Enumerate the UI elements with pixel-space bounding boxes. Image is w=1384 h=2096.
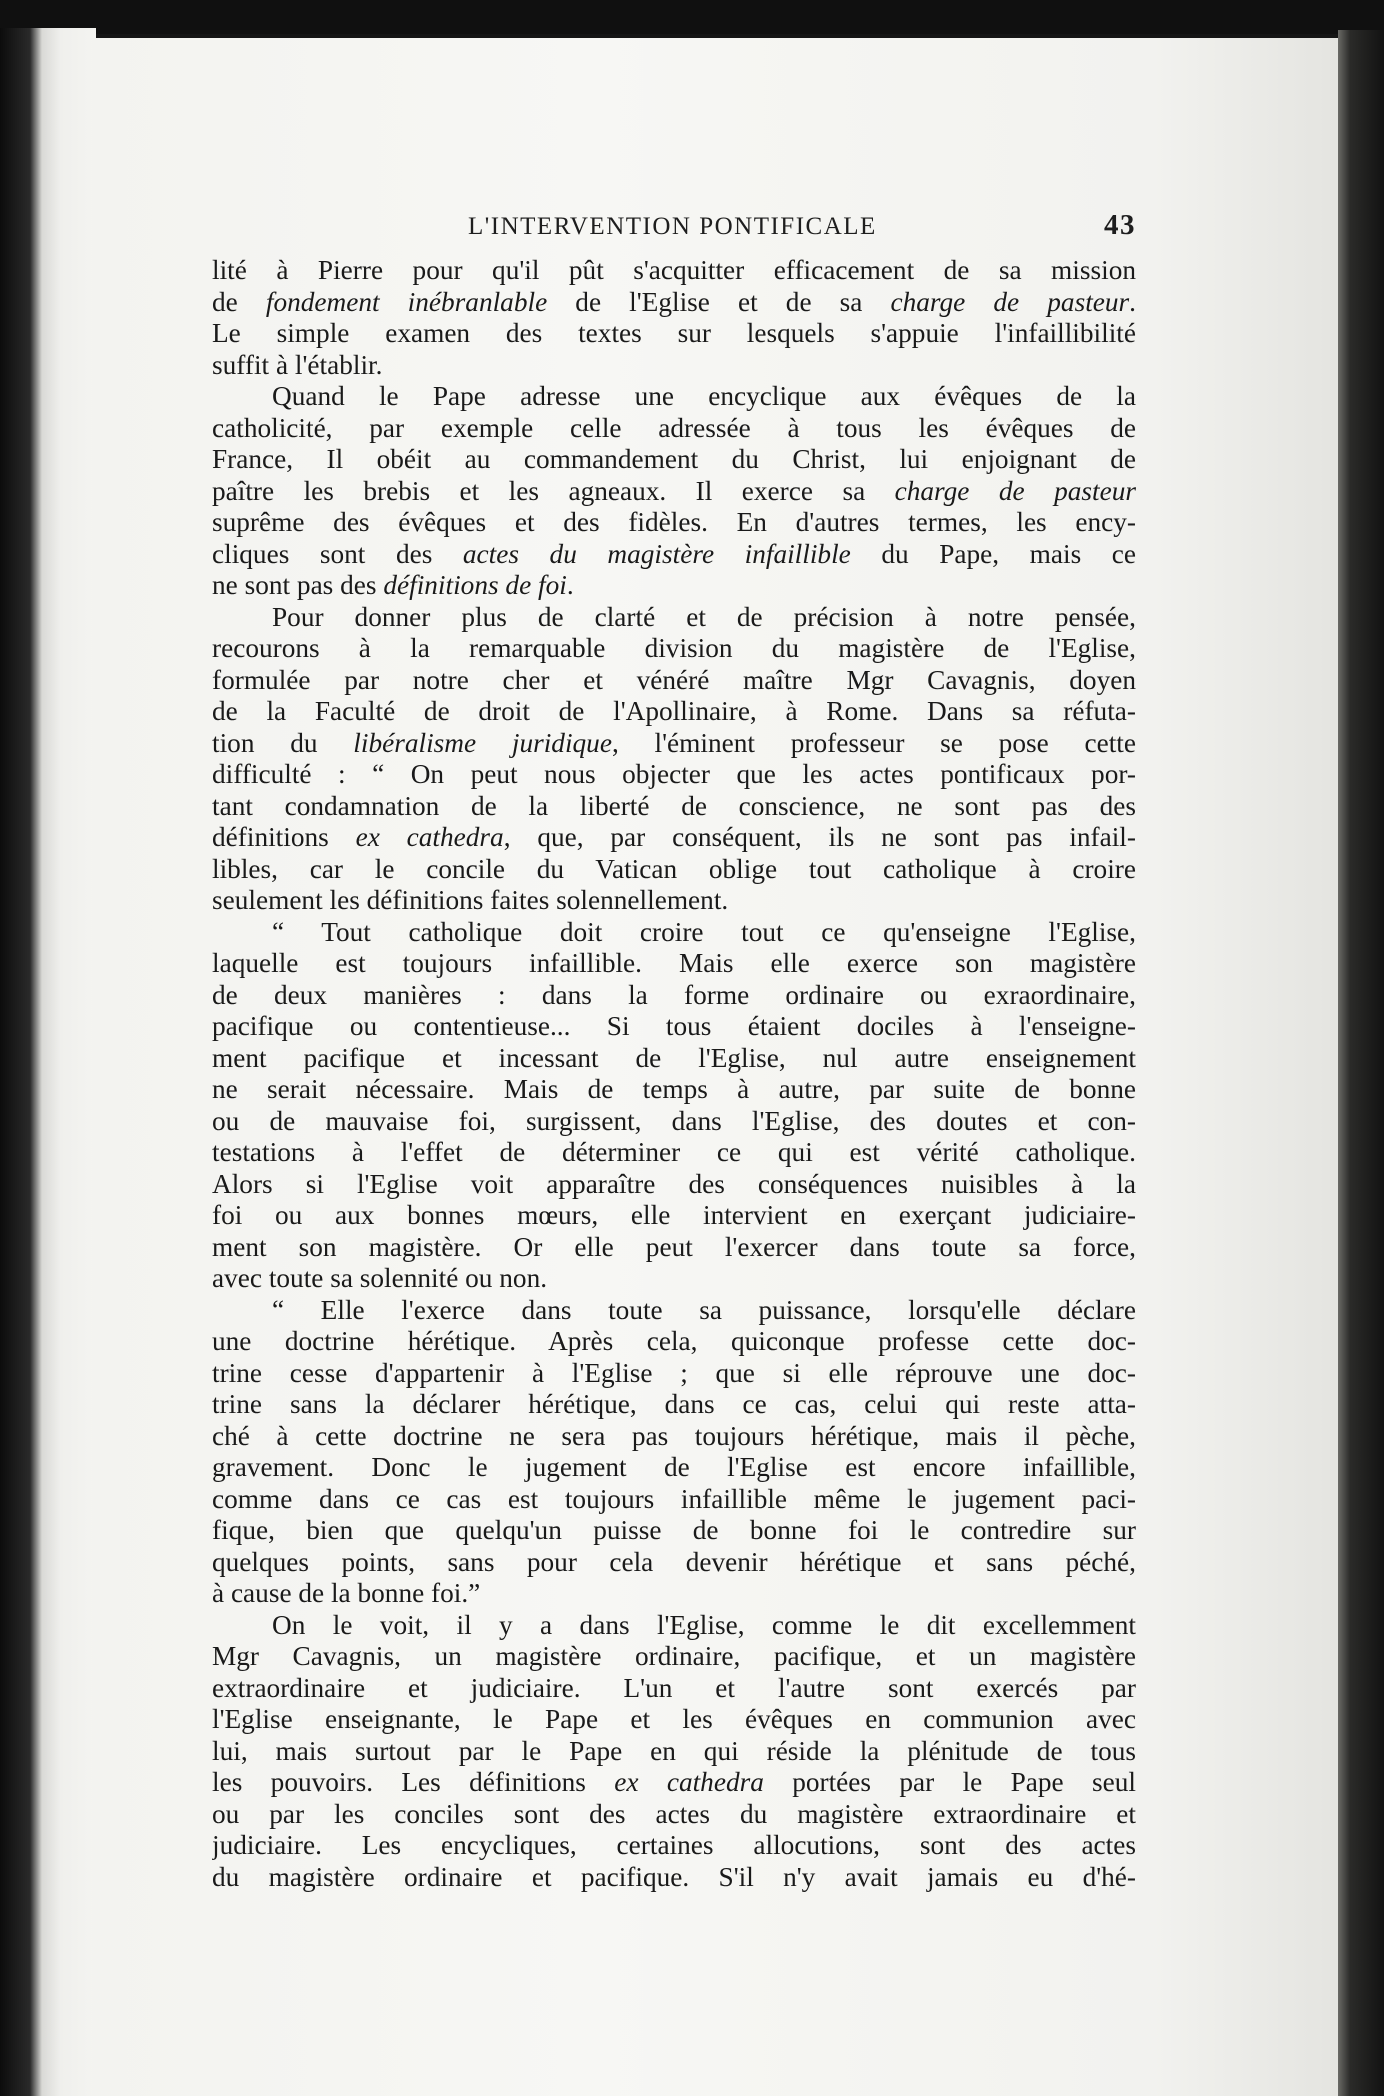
text-line: recourons à la remarquable division du magistère de l'Eglise, <box>212 633 1136 663</box>
text-line: ne serait nécessaire. Mais de temps à autre, par suite de bonne <box>212 1074 1136 1104</box>
text-line: l'Eglise enseignante, le Pape et les évêques en communion avec <box>212 1704 1136 1734</box>
text-line: paître les brebis et les agneaux. Il exerce sa charge de pasteur <box>212 475 1136 506</box>
scan-border-top <box>0 0 1384 34</box>
text-line: cliques sont des actes du magistère infaillible du Pape, mais ce <box>212 538 1136 569</box>
book-gutter <box>0 28 96 2096</box>
body-text <box>212 255 1136 1893</box>
text-line: Mgr Cavagnis, un magistère ordinaire, pacifique, et un magistère <box>212 1641 1136 1671</box>
text-line: ou de mauvaise foi, surgissent, dans l'Eglise, des doutes et con- <box>212 1105 1136 1136</box>
text-line: France, Il obéit au commandement du Christ, lui enjoignant de <box>212 444 1136 474</box>
page-number: 43 <box>1104 209 1136 241</box>
text-line: ment son magistère. Or elle peut l'exercer dans toute sa force, <box>212 1231 1136 1262</box>
text-line: suprême des évêques et des fidèles. En d'autres termes, les ency- <box>212 507 1136 537</box>
text-line: “ Elle l'exerce dans toute sa puissance, lorsqu'elle déclare <box>272 1294 1136 1325</box>
text-line: du magistère ordinaire et pacifique. S'il n'y avait jamais eu d'hé- <box>212 1861 1136 1892</box>
text-line: trine sans la déclarer hérétique, dans ce cas, celui qui reste atta- <box>212 1389 1136 1419</box>
text-line: Alors si l'Eglise voit apparaître des conséquences nuisibles à la <box>212 1168 1136 1199</box>
text-line: quelques points, sans pour cela devenir hérétique et sans péché, <box>212 1546 1136 1577</box>
text-line: suffit à l'établir. <box>212 349 383 380</box>
text-line: Le simple examen des textes sur lesquels s'appuie l'infaillibilité <box>212 318 1136 348</box>
text-line: catholicité, par exemple celle adressée à tous les évêques de <box>212 412 1136 443</box>
text-line: les pouvoirs. Les définitions ex cathedra portées par le Pape seul <box>212 1767 1136 1797</box>
text-line: ché à cette doctrine ne sera pas toujours hérétique, mais il pèche, <box>212 1420 1136 1451</box>
text-line: testations à l'effet de déterminer ce qui est vérité catholique. <box>212 1137 1136 1167</box>
text-line: à cause de la bonne foi.” <box>212 1578 481 1608</box>
text-line: “ Tout catholique doit croire tout ce qu'enseigne l'Eglise, <box>272 916 1136 947</box>
text-line: une doctrine hérétique. Après cela, quiconque professe cette doc- <box>212 1326 1136 1356</box>
text-line: tant condamnation de la liberté de conscience, ne sont pas des <box>212 790 1136 821</box>
text-line: lité à Pierre pour qu'il pût s'acquitter efficacement de sa mission <box>212 255 1136 285</box>
text-line: comme dans ce cas est toujours infaillible même le jugement paci- <box>212 1483 1136 1514</box>
text-line: difficulté : “ On peut nous objecter que les actes pontificaux por- <box>212 759 1136 789</box>
text-line: Pour donner plus de clarté et de précision à notre pensée, <box>272 601 1136 632</box>
text-line: formulée par notre cher et vénéré maître Mgr Cavagnis, doyen <box>212 664 1136 695</box>
text-line: extraordinaire et judiciaire. L'un et l'autre sont exercés par <box>212 1672 1136 1703</box>
text-line: foi ou aux bonnes mœurs, elle intervient en exerçant judiciaire- <box>212 1200 1136 1230</box>
text-line: judiciaire. Les encycliques, certaines allocutions, sont des actes <box>212 1830 1136 1860</box>
text-line: laquelle est toujours infaillible. Mais elle exerce son magistère <box>212 948 1136 978</box>
text-line: trine cesse d'appartenir à l'Eglise ; que si elle réprouve une doc- <box>212 1357 1136 1388</box>
text-line: On le voit, il y a dans l'Eglise, comme le dit excellemment <box>272 1609 1136 1640</box>
text-line: de la Faculté de droit de l'Apollinaire, à Rome. Dans sa réfuta- <box>212 696 1136 726</box>
text-line: Quand le Pape adresse une encyclique aux évêques de la <box>272 381 1136 411</box>
text-line: libles, car le concile du Vatican oblige tout catholique à croire <box>212 853 1136 884</box>
text-line: fique, bien que quelqu'un puisse de bonne foi le contredire sur <box>212 1515 1136 1545</box>
text-line: avec toute sa solennité ou non. <box>212 1263 548 1293</box>
text-line: de fondement inébranlable de l'Eglise et de sa charge de pasteur. <box>212 286 1136 317</box>
text-line: définitions ex cathedra, que, par conséquent, ils ne sont pas infail- <box>212 822 1136 852</box>
text-line: ne sont pas des définitions de foi. <box>212 570 574 600</box>
page-edge-shadow <box>1338 30 1384 2096</box>
page-header <box>468 205 1148 245</box>
text-line: de deux manières : dans la forme ordinaire ou exraordinaire, <box>212 979 1136 1010</box>
text-line: ment pacifique et incessant de l'Eglise, nul autre enseignement <box>212 1042 1136 1073</box>
text-line: tion du libéralisme juridique, l'éminent professeur se pose cette <box>212 727 1136 758</box>
text-line: ou par les conciles sont des actes du magistère extraordinaire et <box>212 1798 1136 1829</box>
text-line: pacifique ou contentieuse... Si tous étaient dociles à l'enseigne- <box>212 1011 1136 1041</box>
text-line: seulement les définitions faites solennellement. <box>212 885 729 915</box>
running-head: L'INTERVENTION PONTIFICALE <box>468 213 877 240</box>
text-line: gravement. Donc le jugement de l'Eglise est encore infaillible, <box>212 1452 1136 1482</box>
text-line: lui, mais surtout par le Pape en qui réside la plénitude de tous <box>212 1735 1136 1766</box>
